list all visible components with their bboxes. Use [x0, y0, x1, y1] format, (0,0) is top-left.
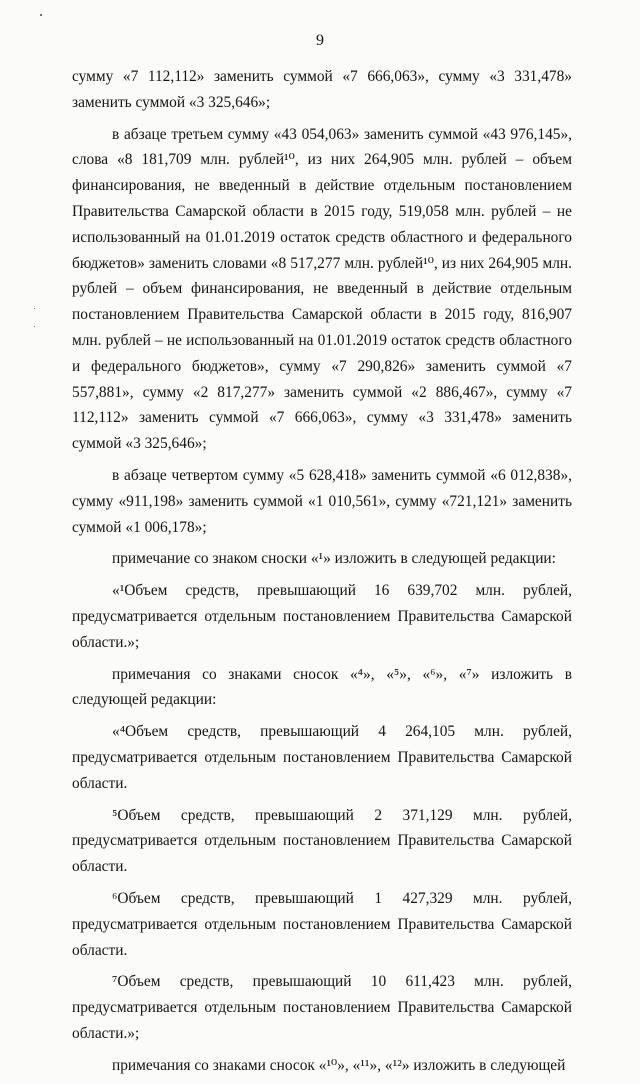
- paragraph: «⁴Объем средств, превышающий 4 264,105 млн. рублей, предусматривается отдельным постановлением Правительства Самарской области.: [72, 723, 572, 792]
- scan-speck: [34, 308, 35, 309]
- scan-speck: [40, 14, 42, 16]
- paragraph: «¹Объем средств, превышающий 16 639,702 млн. рублей, предусматривается отдельным постановлением Правительства Самарской области.»;: [72, 582, 572, 651]
- paragraph: в абзаце четвертом сумму «5 628,418» заменить суммой «6 012,838», сумму «911,198» заменить суммой «1 010,561», сумму «721,121» заменить суммой «1 006,178»;: [72, 466, 572, 536]
- page-number: 9: [316, 32, 324, 49]
- paragraph: ⁵Объем средств, превышающий 2 371,129 млн. рублей, предусматривается отдельным постановлением Правительства Самарской области.: [72, 806, 572, 876]
- paragraph: примечания со знаками сносок «¹⁰», «¹¹», «¹²» изложить в следующей: [112, 1056, 566, 1074]
- paragraph: ⁶Объем средств, превышающий 1 427,329 млн. рублей, предусматривается отдельным постановлением Правительства Самарской области.: [72, 889, 572, 959]
- paragraph: примечания со знаками сносок «⁴», «⁵», «⁶», «⁷» изложить в следующей редакции:: [72, 665, 572, 709]
- paragraph: в абзаце третьем сумму «43 054,063» заменить суммой «43 976,145», слова «8 181,709 млн. рублей¹⁰, из них 264,905 млн. рублей – объем финансирования, не введенный в действие отдельным постановлением Правительства Самарской области в 2015 году, 519,058 млн. рублей – не использованный на 01.01.2019 остаток средств областного и федерального бюджетов» заменить словами «8 517,277 млн. рублей¹⁰, из них 264,905 млн. рублей – объем финансирования, не введенный в действие отдельным постановлением Правительства Самарской области в 2015 году, 816,907 млн. рублей – не использованный на 01.01.2019 остаток средств областного и федерального бюджетов», сумму «7 290,826» заменить суммой «7 557,881», сумму «2 817,277» заменить суммой «2 886,467», сумму «7 112,112» заменить суммой «7 666,063», сумму «3 331,478» заменить суммой «3 325,646»;: [72, 125, 572, 453]
- paragraph: сумму «7 112,112» заменить суммой «7 666,063», сумму «3 331,478» заменить суммой «3 325,646»;: [72, 68, 572, 111]
- document-body: [72, 64, 572, 1084]
- scan-speck: [34, 326, 35, 327]
- paragraph: примечание со знаком сноски «¹» изложить в следующей редакции:: [112, 550, 556, 568]
- paragraph: ⁷Объем средств, превышающий 10 611,423 млн. рублей, предусматривается отдельным постановлением Правительства Самарской области.»;: [72, 973, 572, 1042]
